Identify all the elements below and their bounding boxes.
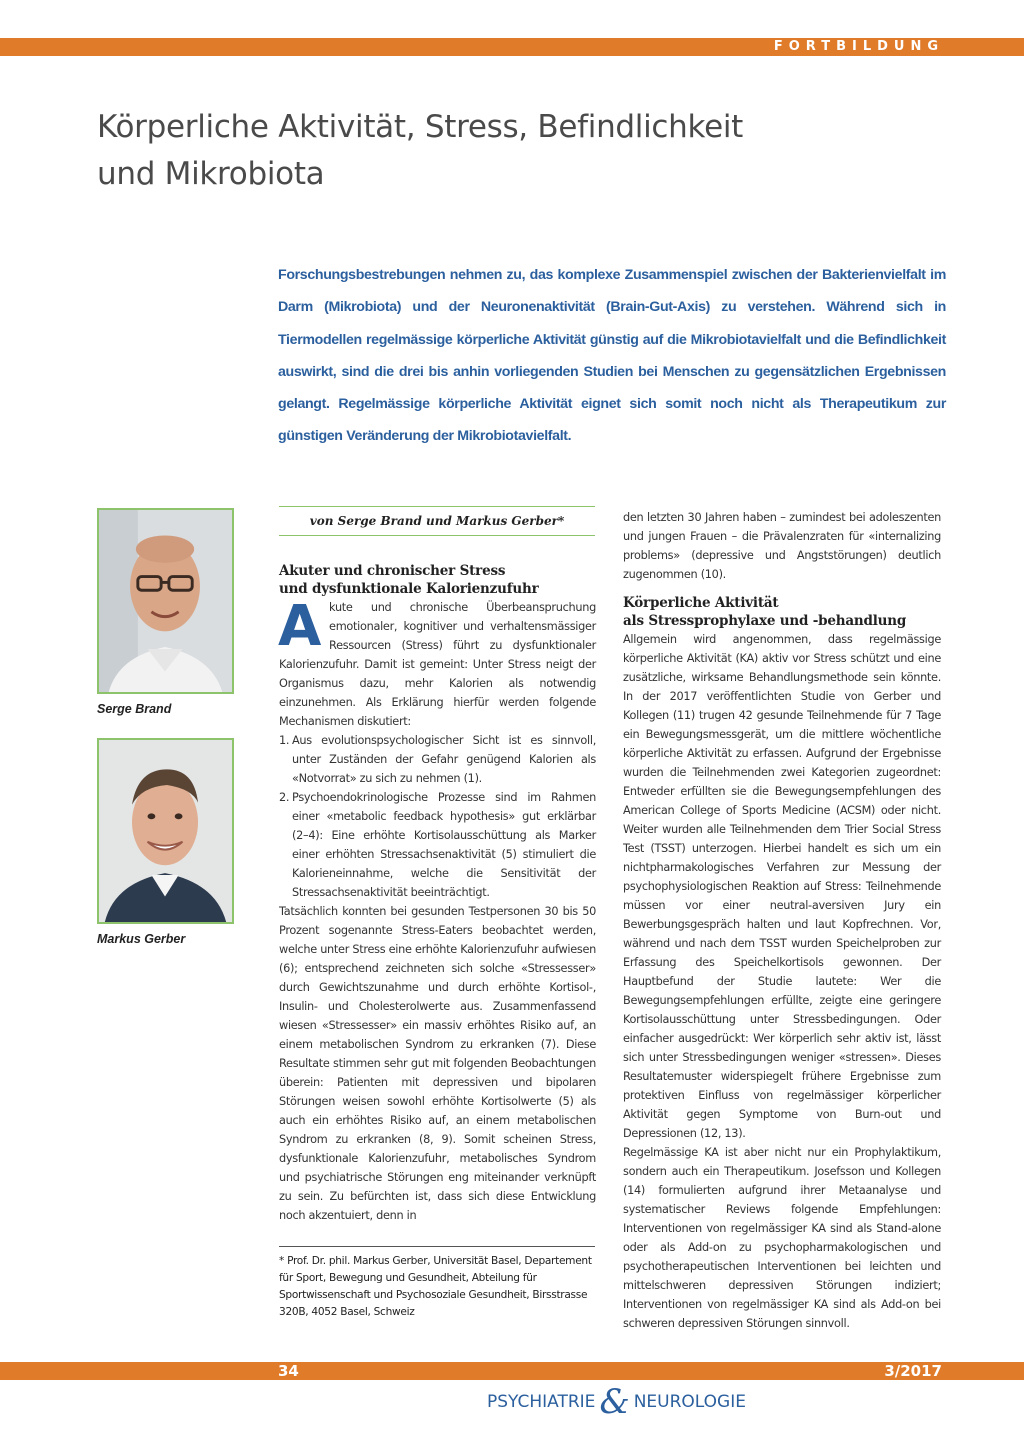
column-right bbox=[623, 508, 941, 1333]
title-line-2: und Mikrobiota bbox=[97, 156, 325, 192]
author-caption-1: Serge Brand bbox=[97, 702, 172, 716]
intro-paragraph bbox=[278, 594, 596, 731]
journal-ampersand: & bbox=[599, 1382, 630, 1422]
journal-name-right: NEUROLOGIE bbox=[633, 1392, 746, 1412]
body-paragraph: Regelmässige KA ist aber nicht nur ein Prophylaktikum, sondern auch ein Therapeutikum. Josefsson und Kollegen (14) formulierten aufgrund ihrer Metaanalyse und systematischer Reviews folgende Empfehlungen: Interventionen von regelmässiger KA sind als Stand-alone oder als Add-on zu psychopharmakologischen und psychotherapeutischen Interventionen bei leichten und mittelschweren depressiven Störungen indiziert; Interventionen von regelmässiger KA sind als Add-on bei schweren depressiven Störungen sinnvoll. bbox=[623, 1146, 941, 1330]
portrait-image bbox=[99, 740, 232, 922]
column-middle bbox=[279, 562, 596, 1225]
mechanism-list bbox=[279, 731, 596, 902]
journal-name-left: PSYCHIATRIE bbox=[487, 1392, 596, 1412]
footer-bar bbox=[0, 1362, 1024, 1380]
section-label: FORTBILDUNG bbox=[773, 39, 944, 54]
heading-line-2: als Stressprophylaxe und -behandlung bbox=[623, 613, 907, 629]
issue-number: 3/2017 bbox=[884, 1362, 942, 1380]
drop-cap: A bbox=[278, 594, 322, 659]
heading-line-2: und dysfunktionale Kalorienzufuhr bbox=[279, 581, 539, 597]
author-caption-2: Markus Gerber bbox=[97, 932, 186, 946]
intro-text: kute und chronische Überbeanspruchung emotionaler, kognitiver und verhaltensmässiger Ressourcen (Stress) führt zu dysfunktionaler Kalorienzufuhr. Damit ist gemeint: Unter Stress neigt der Organismus dazu, mehr Kalorien als notwendig einzunehmen. Als Erklärung hierfür werden folgende Mechanismen diskutiert: bbox=[279, 601, 596, 728]
list-text: Psychoendokrinologische Prozesse sind im Rahmen einer «metabolic feedback hypothesis» gut erklärbar (2–4): Eine erhöhte Kortisolausschüttung als Marker einer erhöhten Stressachsenaktivität (5) stimuliert die Kalorieneinnahme, welche die Sensitivität der Stressachsenaktivität beeinträchtigt. bbox=[292, 791, 596, 899]
section-heading-activity bbox=[623, 594, 941, 630]
list-number: 2. bbox=[279, 791, 290, 804]
list-item bbox=[279, 731, 596, 788]
journal-logo bbox=[487, 1380, 746, 1424]
title-line-1: Körperliche Aktivität, Stress, Befindlichkeit bbox=[97, 109, 744, 145]
footnote: * Prof. Dr. phil. Markus Gerber, Universität Basel, Departement für Sport, Bewegung und Gesundheit, Abteilung für Sportwissenschaft und Psychosoziale Gesundheit, Birsstrasse 320B, 4052 Basel, Schweiz bbox=[279, 1246, 595, 1321]
continued-paragraph: den letzten 30 Jahren haben – zumindest bei adoleszenten und jungen Frauen – die Prävalenzraten für «internalizing problems» (depressive und Angststörungen) deutlich zugenommen (10). bbox=[623, 511, 941, 581]
list-item bbox=[279, 788, 596, 902]
author-photo-serge-brand bbox=[97, 508, 234, 694]
body-paragraph: Allgemein wird angenommen, dass regelmässige körperliche Aktivität (KA) aktiv vor Stress schützt und eine zusätzliche, wirksame Behandlungsmethode sein könnte. In der 2017 veröffentlichten Studie von Gerber und Kollegen (11) trugen 42 gesunde Teilnehmende für 7 Tage ein Bewegungsmessgerät, um die mittlere wöchentliche körperliche Aktivität zu erfassen. Aufgrund der Ergebnisse wurden die Teilnehmenden zwei Kategorien zugeordnet: Entweder erfüllten sie die Bewegungsempfehlungen des American College of Sports Medicine (ACSM) oder nicht. Weiter wurden alle Teilnehmenden dem Trier Social Stress Test (TSST) unterzogen. Hierbei handelt es sich um ein nichtpharmakologisches Verfahren zur Messung der psychophysiologischen Reaktion auf Stress: Teilnehmende müssen vor einer neutral-aversiven Jury ein Bewerbungsgespräch halten und laut Kopfrechnen. Vor, während und nach dem TSST wurden Speichelproben zur Erfassung des Speichelkortisols gewonnen. Der Hauptbefund der Studie lautete: Wer die Bewegungsempfehlungen erfüllte, zeigte eine geringere Kortisolausschüttung unter Stressbedingungen. Oder einfacher ausgedrückt: Wer körperlich sehr aktiv ist, lässt sich unter Stressbedingungen weniger «stressen». Dieses Resultatemuster widerspiegelt frühere Ergebnisse zum protektiven Einfluss von regelmässiger körperlicher Aktivität gegen Symptome von Burn-out und Depressionen (12, 13). bbox=[623, 633, 941, 1140]
list-number: 1. bbox=[279, 734, 290, 747]
section-heading-stress bbox=[279, 562, 596, 598]
article-title bbox=[97, 104, 857, 198]
page-number: 34 bbox=[278, 1362, 299, 1380]
heading-line-1: Akuter und chronischer Stress bbox=[279, 563, 506, 579]
list-text: Aus evolutionspsychologischer Sicht ist es sinnvoll, unter Zuständen der Gefahr genügend Kalorien als «Notvorrat» zu sich zu nehmen (1). bbox=[292, 734, 596, 785]
heading-line-1: Körperliche Aktivität bbox=[623, 595, 779, 611]
body-paragraph: Tatsächlich konnten bei gesunden Testpersonen 30 bis 50 Prozent sogenannte Stress-Eaters beobachtet werden, welche unter Stress eine erhöhte Kalorienzufuhr aufwiesen (6); entsprechend zeichneten sich solche «Stressesser» durch Gewichtszunahme und durch erhöhte Kortisol-, Insulin- und Cholesterolwerte aus. Zusammenfassend wiesen «Stressesser» ein massiv erhöhtes Risiko auf, an einem metabolischen Syndrom zu erkranken (7). Diese Resultate stimmen sehr gut mit folgenden Beobachtungen überein: Patienten mit depressiven und bipolaren Störungen weisen sowohl erhöhte Kortisolwerte (5) als auch ein erhöhtes Risiko auf, an einem metabolischen Syndrom zu erkranken (8, 9). Somit scheinen Stress, dysfunktionale Kalorienzufuhr, metabolisches Syndrom und psychiatrische Störungen eng miteinander verknüpft zu sein. Zu befürchten ist, dass sich diese Entwicklung noch akzentuiert, denn in bbox=[279, 905, 596, 1222]
portrait-image bbox=[99, 510, 232, 692]
byline: von Serge Brand und Markus Gerber* bbox=[279, 506, 595, 536]
author-photo-markus-gerber bbox=[97, 738, 234, 924]
lead-paragraph: Forschungsbestrebungen nehmen zu, das komplexe Zusammenspiel zwischen der Bakterienvielfalt im Darm (Mikrobiota) und der Neuronenaktivität (Brain-Gut-Axis) zu verstehen. Während sich in Tiermodellen regelmässige körperliche Aktivität günstig auf die Mikrobiotavielfalt und die Befindlichkeit auswirkt, sind die drei bis anhin vorliegenden Studien bei Menschen zu gegensätzlichen Ergebnissen gelangt. Regelmässige körperliche Aktivität eignet sich somit noch nicht als Therapeutikum zur günstigen Veränderung der Mikrobiotavielfalt. bbox=[278, 267, 946, 445]
